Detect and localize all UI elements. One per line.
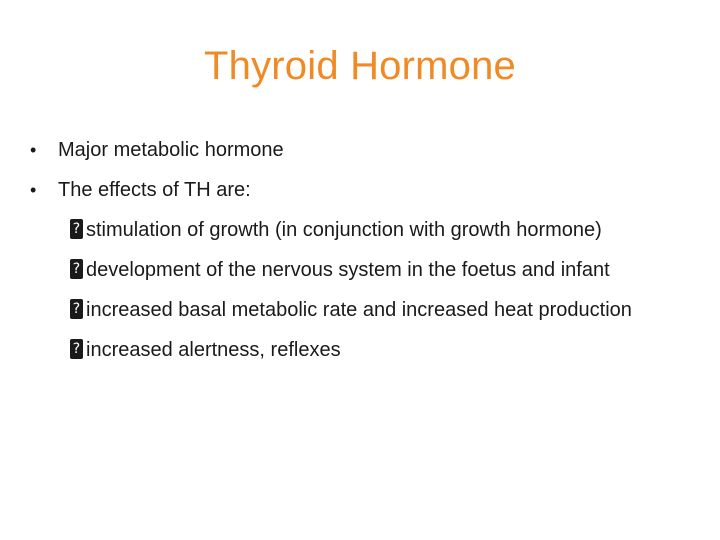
- missing-glyph-icon: [70, 339, 83, 359]
- sub-bullet-text: increased basal metabolic rate and increased heat production: [86, 299, 632, 321]
- missing-glyph-icon: [70, 259, 83, 279]
- sub-bullet-text: development of the nervous system in the foetus and infant: [86, 259, 610, 281]
- bullet-marker: •: [30, 140, 37, 160]
- missing-glyph-icon: [70, 299, 83, 319]
- sub-bullet-item: [70, 296, 710, 324]
- sub-bullet-item: [70, 336, 710, 364]
- bullet-item: [30, 136, 710, 164]
- sub-bullet-item: [70, 216, 710, 244]
- sub-bullet-item: [70, 256, 710, 284]
- sub-bullet-text: increased alertness, reflexes: [86, 339, 341, 361]
- bullet-list: [30, 136, 710, 216]
- sub-bullet-list: [70, 216, 710, 376]
- bullet-text: Major metabolic hormone: [58, 139, 284, 161]
- bullet-marker: •: [30, 180, 37, 200]
- slide-title: Thyroid Hormone: [203, 44, 516, 88]
- missing-glyph-icon: [70, 219, 83, 239]
- bullet-item: [30, 176, 710, 204]
- sub-bullet-text: stimulation of growth (in conjunction with growth hormone): [86, 219, 602, 241]
- bullet-text: The effects of TH are:: [58, 179, 251, 201]
